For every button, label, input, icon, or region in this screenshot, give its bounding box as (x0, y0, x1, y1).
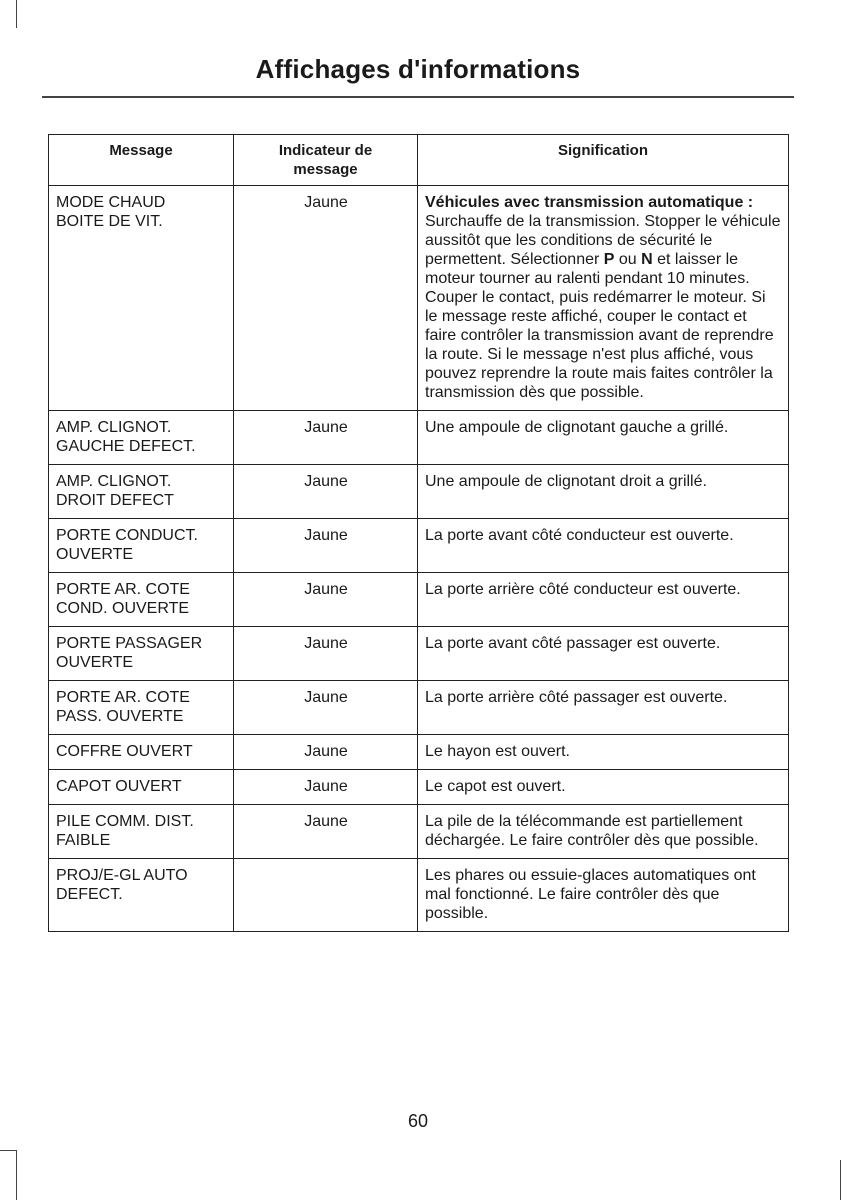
table-header-row (49, 135, 789, 186)
header-meaning: Signification (418, 135, 789, 186)
message-cell: AMP. CLIGNOT. GAUCHE DEFECT. (49, 411, 234, 465)
crop-mark-bottom-left-horizontal (0, 1150, 16, 1151)
table-row (49, 681, 789, 735)
indicator-cell: Jaune (234, 770, 418, 805)
message-cell: MODE CHAUD BOITE DE VIT. (49, 186, 234, 411)
indicator-cell: Jaune (234, 411, 418, 465)
crop-mark-bottom-left-vertical (16, 1150, 17, 1200)
table-row (49, 519, 789, 573)
message-cell: COFFRE OUVERT (49, 735, 234, 770)
indicator-cell (234, 859, 418, 932)
header-message: Message (49, 135, 234, 186)
message-cell: PORTE AR. COTE COND. OUVERTE (49, 573, 234, 627)
table-row (49, 735, 789, 770)
information-messages-table (48, 134, 789, 932)
meaning-cell: Les phares ou essuie-glaces automatiques ont mal fonctionné. Le faire contrôler dès que possible. (418, 859, 789, 932)
message-cell: PORTE CONDUCT. OUVERTE (49, 519, 234, 573)
meaning-cell: Véhicules avec transmission automatique : Surchauffe de la transmission. Stopper le véhicule aussitôt que les conditions de sécurité le permettent. Sélectionner P ou N et laisser le moteur tourner au ralenti pendant 10 minutes. Couper le contact, puis redémarrer le moteur. Si le message reste affiché, couper le contact et faire contrôler la transmission avant de reprendre la route. Si le message n'est plus affiché, vous pouvez reprendre la route mais faites contrôler la transmission dès que possible. (418, 186, 789, 411)
message-cell: PORTE PASSAGER OUVERTE (49, 627, 234, 681)
title-divider (42, 96, 794, 98)
message-cell: AMP. CLIGNOT. DROIT DEFECT (49, 465, 234, 519)
meaning-cell: La porte arrière côté passager est ouverte. (418, 681, 789, 735)
indicator-cell: Jaune (234, 627, 418, 681)
indicator-cell: Jaune (234, 519, 418, 573)
gear-key-p: P (603, 251, 615, 268)
crop-mark-top-left (16, 0, 17, 28)
indicator-cell: Jaune (234, 186, 418, 411)
indicator-cell: Jaune (234, 681, 418, 735)
meaning-cell: Une ampoule de clignotant gauche a grillé. (418, 411, 789, 465)
indicator-cell: Jaune (234, 573, 418, 627)
table-row (49, 859, 789, 932)
message-cell: CAPOT OUVERT (49, 770, 234, 805)
gear-key-n: N (641, 251, 653, 268)
meaning-cell: La porte arrière côté conducteur est ouverte. (418, 573, 789, 627)
meaning-cell: La porte avant côté passager est ouverte. (418, 627, 789, 681)
table-row (49, 627, 789, 681)
table-row (49, 465, 789, 519)
table-row (49, 770, 789, 805)
meaning-cell: La porte avant côté conducteur est ouverte. (418, 519, 789, 573)
table-row (49, 805, 789, 859)
table-row (49, 573, 789, 627)
message-cell: PROJ/E-GL AUTO DEFECT. (49, 859, 234, 932)
table-row (49, 411, 789, 465)
header-indicator: Indicateur de message (234, 135, 418, 186)
table-row (49, 186, 789, 411)
meaning-cell: La pile de la télécommande est partiellement déchargée. Le faire contrôler dès que possible. (418, 805, 789, 859)
meaning-cell: Le hayon est ouvert. (418, 735, 789, 770)
indicator-cell: Jaune (234, 805, 418, 859)
message-cell: PORTE AR. COTE PASS. OUVERTE (49, 681, 234, 735)
message-cell: PILE COMM. DIST. FAIBLE (49, 805, 234, 859)
indicator-cell: Jaune (234, 465, 418, 519)
meaning-cell: Une ampoule de clignotant droit a grillé. (418, 465, 789, 519)
page-title: Affichages d'informations (255, 54, 581, 84)
meaning-cell: Le capot est ouvert. (418, 770, 789, 805)
meaning-bold-prefix: Véhicules avec transmission automatique : (425, 194, 754, 211)
indicator-cell: Jaune (234, 735, 418, 770)
page-number: 60 (407, 1111, 429, 1131)
crop-mark-bottom-right (840, 1160, 841, 1200)
